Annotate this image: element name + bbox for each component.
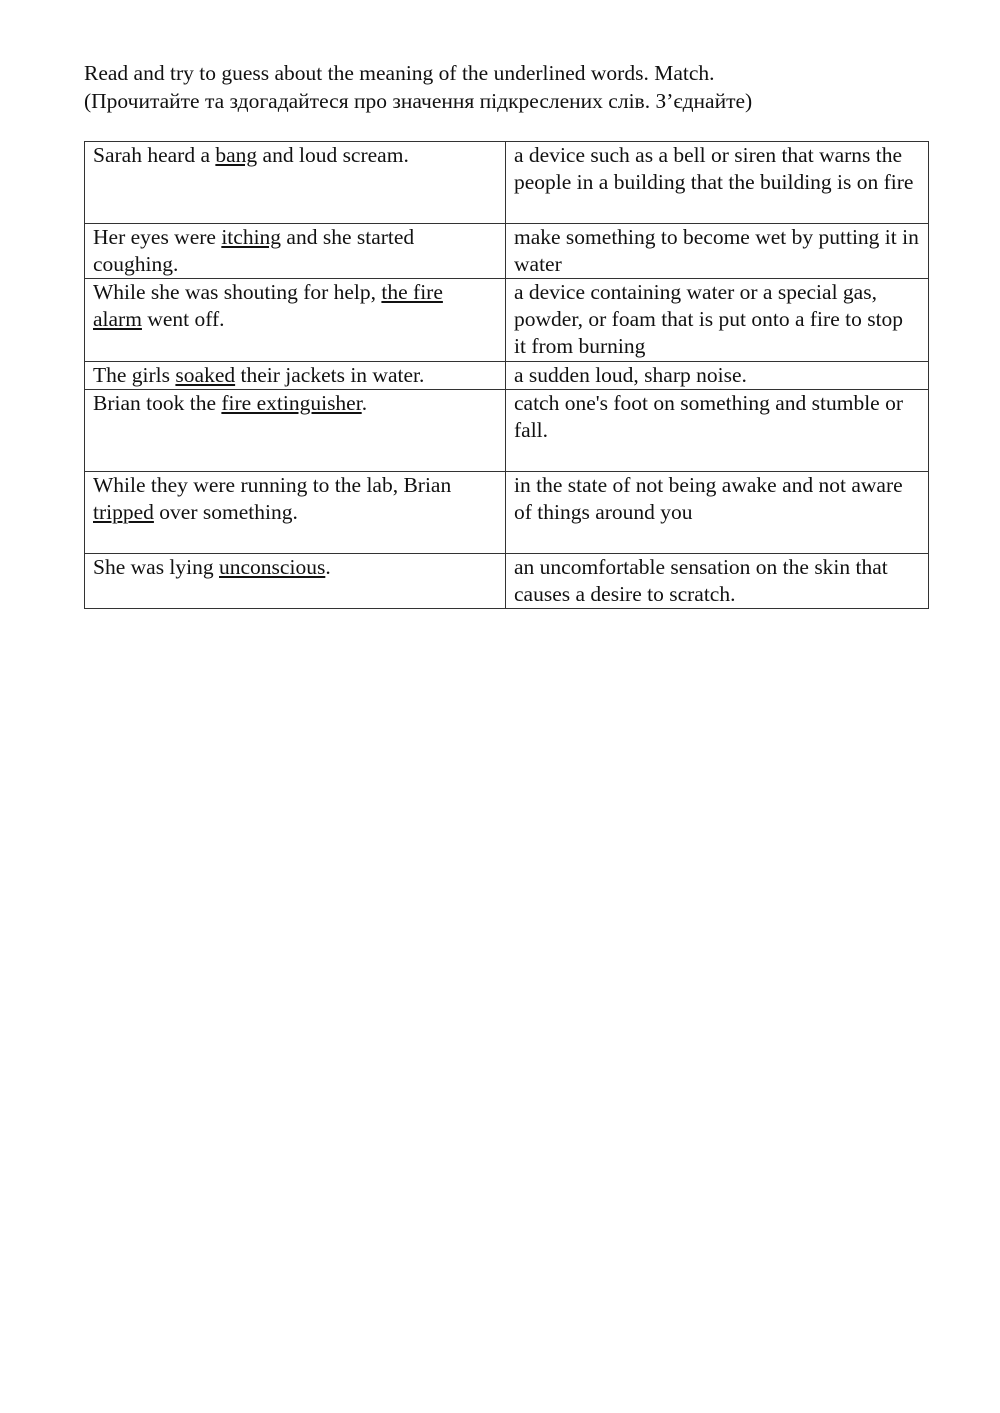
definition-cell: an uncomfortable sensation on the skin that causes a desire to scratch. (506, 554, 929, 609)
definition-cell: a device such as a bell or siren that warns the people in a building that the building is on fire (506, 142, 929, 224)
sentence-text-after: over something. (153, 500, 298, 524)
sentence-text-before: The girls (93, 363, 176, 387)
underlined-word: itching (221, 225, 282, 249)
table-row (85, 279, 929, 362)
instructions (84, 59, 944, 115)
underlined-word: unconscious (219, 555, 326, 579)
table-row (85, 142, 929, 224)
sentence-text-after: their jackets in water. (235, 363, 425, 387)
sentence-text-after: . (325, 555, 331, 579)
underlined-word: soaked (175, 363, 236, 387)
underlined-word: fire extinguisher (221, 391, 362, 415)
table-row (85, 362, 929, 390)
sentence-cell (85, 554, 506, 609)
instruction-english: Read and try to guess about the meaning of the underlined words. Match. (84, 61, 715, 85)
sentence-text-after: and she started coughing. (93, 225, 415, 276)
definition-cell: a sudden loud, sharp noise. (506, 362, 929, 390)
sentence-cell (85, 472, 506, 554)
sentence-text-before: Sarah heard a (93, 143, 216, 167)
definition-cell: catch one's foot on something and stumble or fall. (506, 390, 929, 472)
sentence-text-after: went off. (141, 307, 225, 331)
definition-cell: in the state of not being awake and not aware of things around you (506, 472, 929, 554)
matching-table (84, 141, 929, 609)
table-row (85, 472, 929, 554)
table-row (85, 390, 929, 472)
table-row (85, 224, 929, 279)
sentence-cell (85, 390, 506, 472)
table-row (85, 554, 929, 609)
underlined-word: the fire alarm (93, 280, 443, 331)
sentence-cell (85, 224, 506, 279)
sentence-text-before: While they were running to the lab, Brian (93, 473, 452, 497)
definition-cell: a device containing water or a special gas, powder, or foam that is put onto a fire to stop it from burning (506, 279, 929, 362)
underlined-word: tripped (93, 500, 154, 524)
sentence-text-before: Her eyes were (93, 225, 222, 249)
sentence-text-before: She was lying (93, 555, 220, 579)
sentence-text-after: . (361, 391, 368, 415)
sentence-text-after: and loud scream. (257, 143, 409, 167)
sentence-text-before: While she was shouting for help, (93, 280, 382, 304)
sentence-cell (85, 279, 506, 362)
underlined-word: bang (215, 143, 258, 167)
definition-cell: make something to become wet by putting it in water (506, 224, 929, 279)
instruction-ukrainian: (Прочитайте та здогадайтеся про значення підкреслених слів. З’єднайте) (84, 89, 753, 113)
sentence-cell (85, 362, 506, 390)
sentence-cell (85, 142, 506, 224)
sentence-text-before: Brian took the (93, 391, 222, 415)
